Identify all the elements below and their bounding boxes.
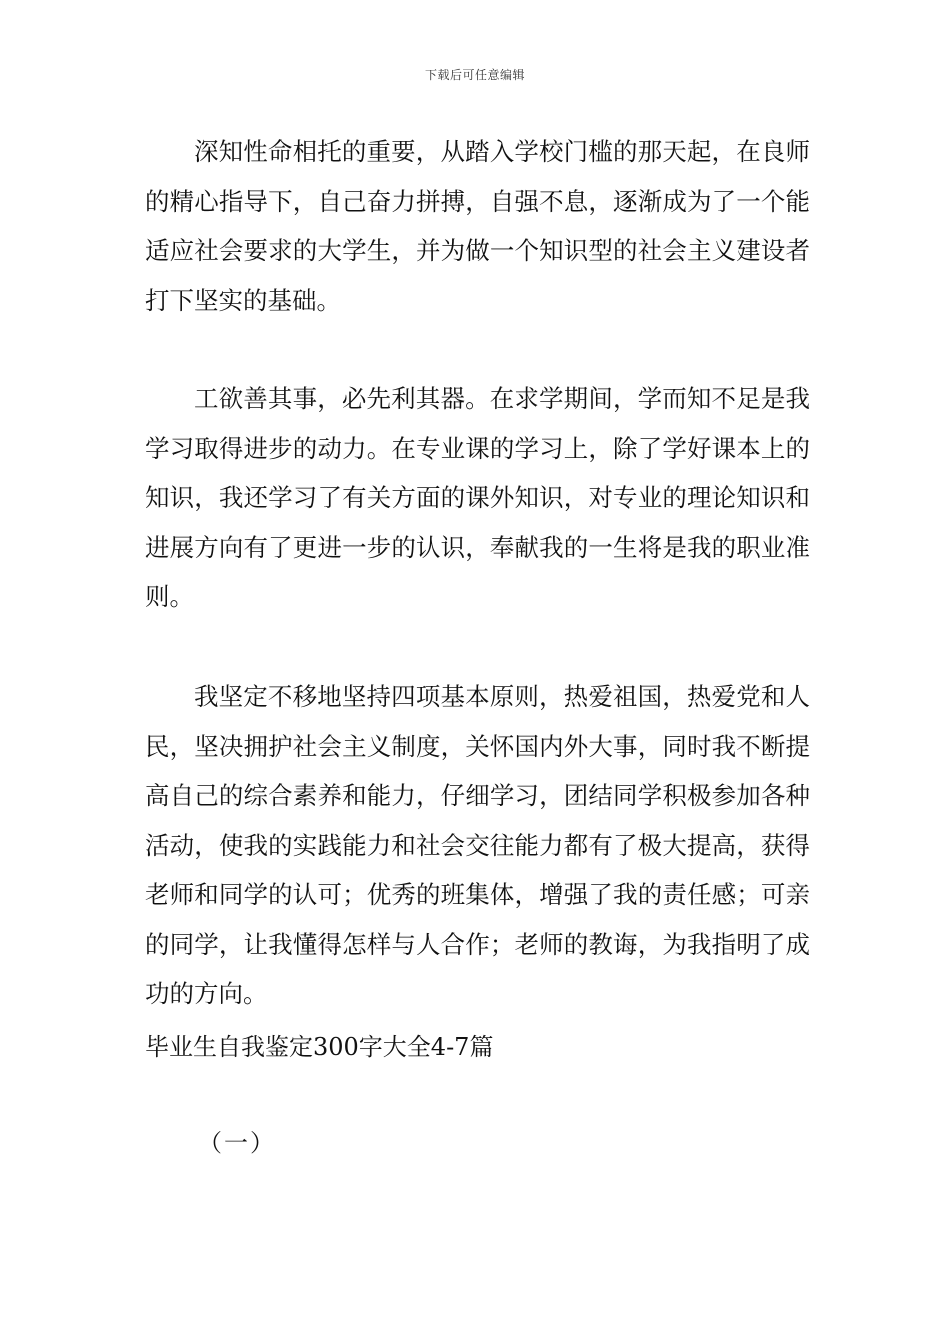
body-paragraph-3: 我坚定不移地坚持四项基本原则，热爱祖国，热爱党和人民，坚决拥护社会主义制度，关怀国内外大事，同时我不断提高自己的综合素养和能力，仔细学习，团结同学积极参加各种活动，使我的实践能力和社会交往能力都有了极大提高，获得老师和同学的认可；优秀的班集体，增强了我的责任感；可亲的同学，让我懂得怎样与人合作；老师的教诲，为我指明了成功的方向。 (145, 682, 810, 1008)
body-paragraph-2: 工欲善其事，必先利其器。在求学期间，学而知不足是我学习取得进步的动力。在专业课的学习上，除了学好课本上的知识，我还学习了有关方面的课外知识，对专业的理论知识和进展方向有了更进一步的认识，奉献我的一生将是我的职业准则。 (145, 384, 810, 611)
page-header-note: 下载后可任意编辑 (424, 68, 525, 82)
body-paragraph-1: 深知性命相托的重要，从踏入学校门槛的那天起，在良师的精心指导下，自己奋力拼搏，自强不息，逐渐成为了一个能适应社会要求的大学生，并为做一个知识型的社会主义建设者打下坚实的基础。 (145, 137, 810, 315)
section-label: （一） (198, 1129, 276, 1157)
document-title-line: 毕业生自我鉴定300字大全4-7篇 (145, 1033, 494, 1061)
